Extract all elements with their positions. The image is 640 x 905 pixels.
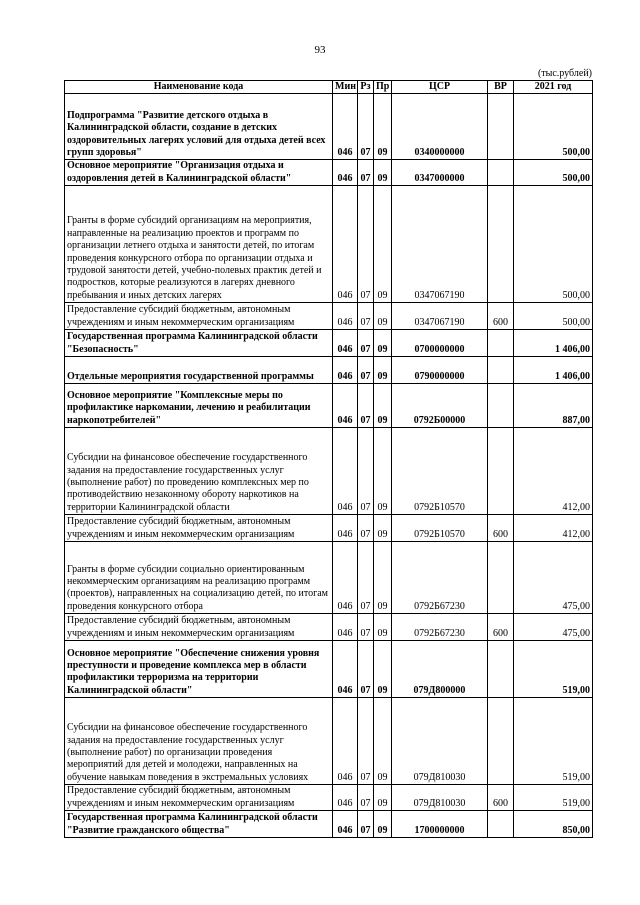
row-pr-cell: 09: [374, 785, 392, 811]
row-name-cell: Государственная программа Калининградской области "Безопасность": [65, 330, 333, 357]
table-row: [65, 542, 593, 614]
row-min-cell: 046: [333, 811, 358, 838]
table-row: [65, 614, 593, 641]
table-row: [65, 785, 593, 811]
row-min-cell: 046: [333, 330, 358, 357]
row-amount-cell: 850,00: [514, 811, 593, 838]
row-rz-cell: 07: [358, 357, 374, 384]
row-amount-cell: 412,00: [514, 428, 593, 515]
row-rz-cell: 07: [358, 641, 374, 698]
row-amount-cell: 519,00: [514, 641, 593, 698]
row-rz-cell: 07: [358, 698, 374, 785]
table-row: [65, 698, 593, 785]
row-amount-cell: 500,00: [514, 160, 593, 186]
row-rz-cell: 07: [358, 94, 374, 160]
table-row: [65, 330, 593, 357]
row-vr-cell: 600: [488, 515, 514, 542]
row-name-cell: Основное мероприятие "Комплексные меры по профилактике наркомании, лечению и реабилитации наркопотребителей": [65, 384, 333, 428]
row-amount-cell: 887,00: [514, 384, 593, 428]
row-pr-cell: 09: [374, 94, 392, 160]
row-name-cell: Предоставление субсидий бюджетным, автономным учреждениям и иным некоммерческим организациям: [65, 303, 333, 330]
row-vr-cell: [488, 428, 514, 515]
row-amount-cell: 412,00: [514, 515, 593, 542]
row-csr-cell: 0347067190: [392, 303, 488, 330]
row-rz-cell: 07: [358, 811, 374, 838]
row-csr-cell: 0347067190: [392, 186, 488, 303]
row-amount-cell: 500,00: [514, 303, 593, 330]
table-row: [65, 428, 593, 515]
row-pr-cell: 09: [374, 160, 392, 186]
row-vr-cell: [488, 160, 514, 186]
row-rz-cell: 07: [358, 384, 374, 428]
row-min-cell: 046: [333, 94, 358, 160]
row-rz-cell: 07: [358, 515, 374, 542]
header-min: Мин: [333, 81, 358, 94]
row-rz-cell: 07: [358, 330, 374, 357]
row-csr-cell: 0792Б00000: [392, 384, 488, 428]
row-name-cell: Предоставление субсидий бюджетным, автономным учреждениям и иным некоммерческим организациям: [65, 614, 333, 641]
row-min-cell: 046: [333, 614, 358, 641]
row-csr-cell: 0790000000: [392, 357, 488, 384]
row-pr-cell: 09: [374, 542, 392, 614]
row-csr-cell: 079Д800000: [392, 641, 488, 698]
row-min-cell: 046: [333, 542, 358, 614]
row-pr-cell: 09: [374, 698, 392, 785]
table-row: [65, 94, 593, 160]
row-vr-cell: [488, 811, 514, 838]
row-csr-cell: 0700000000: [392, 330, 488, 357]
row-min-cell: 046: [333, 384, 358, 428]
row-name-cell: Предоставление субсидий бюджетным, автономным учреждениям и иным некоммерческим организациям: [65, 785, 333, 811]
page-number: 93: [314, 44, 326, 56]
row-pr-cell: 09: [374, 515, 392, 542]
row-amount-cell: 1 406,00: [514, 330, 593, 357]
row-min-cell: 046: [333, 428, 358, 515]
row-min-cell: 046: [333, 186, 358, 303]
row-vr-cell: [488, 641, 514, 698]
row-name-cell: Государственная программа Калининградской области "Развитие гражданского общества": [65, 811, 333, 838]
row-rz-cell: 07: [358, 428, 374, 515]
row-name-cell: Отдельные мероприятия государственной программы: [65, 357, 333, 384]
row-name-cell: Субсидии на финансовое обеспечение государственного задания на предоставление государственных услуг (выполнение работ) по проведению комплексных мер по противодействию незаконному обороту наркотиков на территории Калининградской области: [65, 428, 333, 515]
row-csr-cell: 0792Б10570: [392, 428, 488, 515]
row-vr-cell: [488, 357, 514, 384]
row-rz-cell: 07: [358, 186, 374, 303]
row-min-cell: 046: [333, 160, 358, 186]
row-vr-cell: [488, 94, 514, 160]
row-amount-cell: 500,00: [514, 94, 593, 160]
row-pr-cell: 09: [374, 357, 392, 384]
table-row: [65, 357, 593, 384]
row-pr-cell: 09: [374, 641, 392, 698]
row-pr-cell: 09: [374, 330, 392, 357]
row-amount-cell: 519,00: [514, 785, 593, 811]
table-row: [65, 515, 593, 542]
row-csr-cell: 0340000000: [392, 94, 488, 160]
row-vr-cell: [488, 698, 514, 785]
row-pr-cell: 09: [374, 428, 392, 515]
header-name: Наименование кода: [65, 81, 333, 94]
row-vr-cell: 600: [488, 785, 514, 811]
row-amount-cell: 500,00: [514, 186, 593, 303]
table-row: [65, 384, 593, 428]
row-name-cell: Основное мероприятие "Обеспечение снижения уровня преступности и проведение комплекса мер в области профилактики терроризма на территории Калининградской области": [65, 641, 333, 698]
row-name-cell: Субсидии на финансовое обеспечение государственного задания на предоставление государственных услуг (выполнение работ) по организации проведения мероприятий для детей и молодежи, направленных на обучение навыкам поведения в экстремальных условиях: [65, 698, 333, 785]
row-min-cell: 046: [333, 515, 358, 542]
header-pr: Пр: [374, 81, 392, 94]
table-row: [65, 303, 593, 330]
row-pr-cell: 09: [374, 811, 392, 838]
row-rz-cell: 07: [358, 614, 374, 641]
row-csr-cell: 079Д810030: [392, 698, 488, 785]
row-vr-cell: [488, 186, 514, 303]
row-csr-cell: 1700000000: [392, 811, 488, 838]
header-rz: Рз: [358, 81, 374, 94]
row-min-cell: 046: [333, 303, 358, 330]
row-vr-cell: 600: [488, 303, 514, 330]
row-name-cell: Гранты в форме субсидии социально ориентированным некоммерческим организациям на реализацию программ (проектов), направленных на социализацию детей, по итогам проведения конкурсного отбора: [65, 542, 333, 614]
row-name-cell: Основное мероприятие "Организация отдыха и оздоровления детей в Калининградской области": [65, 160, 333, 186]
table-header-row: [65, 81, 593, 94]
row-csr-cell: 0792Б67230: [392, 614, 488, 641]
row-name-cell: Предоставление субсидий бюджетным, автономным учреждениям и иным некоммерческим организациям: [65, 515, 333, 542]
header-csr: ЦСР: [392, 81, 488, 94]
row-pr-cell: 09: [374, 303, 392, 330]
row-csr-cell: 0792Б10570: [392, 515, 488, 542]
budget-table: [64, 80, 593, 838]
row-min-cell: 046: [333, 641, 358, 698]
row-rz-cell: 07: [358, 785, 374, 811]
row-amount-cell: 475,00: [514, 542, 593, 614]
units-label: (тыс.рублей): [537, 68, 592, 79]
header-vr: ВР: [488, 81, 514, 94]
row-name-cell: Гранты в форме субсидий организациям на мероприятия, направленные на реализацию проектов и программ по организации летнего отдыха и занятости детей, по итогам проведения конкурсного отбора по организации отдыха и трудовой занятости детей, учебно-полевых практик детей и подростков, которые реализуются в лагерях дневного пребывания и иных детских лагерях: [65, 186, 333, 303]
row-rz-cell: 07: [358, 160, 374, 186]
row-csr-cell: 0792Б67230: [392, 542, 488, 614]
row-rz-cell: 07: [358, 542, 374, 614]
row-amount-cell: 1 406,00: [514, 357, 593, 384]
row-pr-cell: 09: [374, 186, 392, 303]
row-rz-cell: 07: [358, 303, 374, 330]
row-vr-cell: [488, 542, 514, 614]
table-row: [65, 160, 593, 186]
header-year: 2021 год: [514, 81, 593, 94]
row-vr-cell: 600: [488, 614, 514, 641]
row-amount-cell: 519,00: [514, 698, 593, 785]
row-csr-cell: 079Д810030: [392, 785, 488, 811]
row-pr-cell: 09: [374, 614, 392, 641]
row-name-cell: Подпрограмма "Развитие детского отдыха в Калининградской области, создание в детских оздоровительных лагерях условий для отдыха детей всех групп здоровья": [65, 94, 333, 160]
row-csr-cell: 0347000000: [392, 160, 488, 186]
row-min-cell: 046: [333, 785, 358, 811]
row-pr-cell: 09: [374, 384, 392, 428]
row-vr-cell: [488, 330, 514, 357]
row-min-cell: 046: [333, 698, 358, 785]
table-row: [65, 186, 593, 303]
row-amount-cell: 475,00: [514, 614, 593, 641]
row-min-cell: 046: [333, 357, 358, 384]
row-vr-cell: [488, 384, 514, 428]
table-row: [65, 811, 593, 838]
table-row: [65, 641, 593, 698]
